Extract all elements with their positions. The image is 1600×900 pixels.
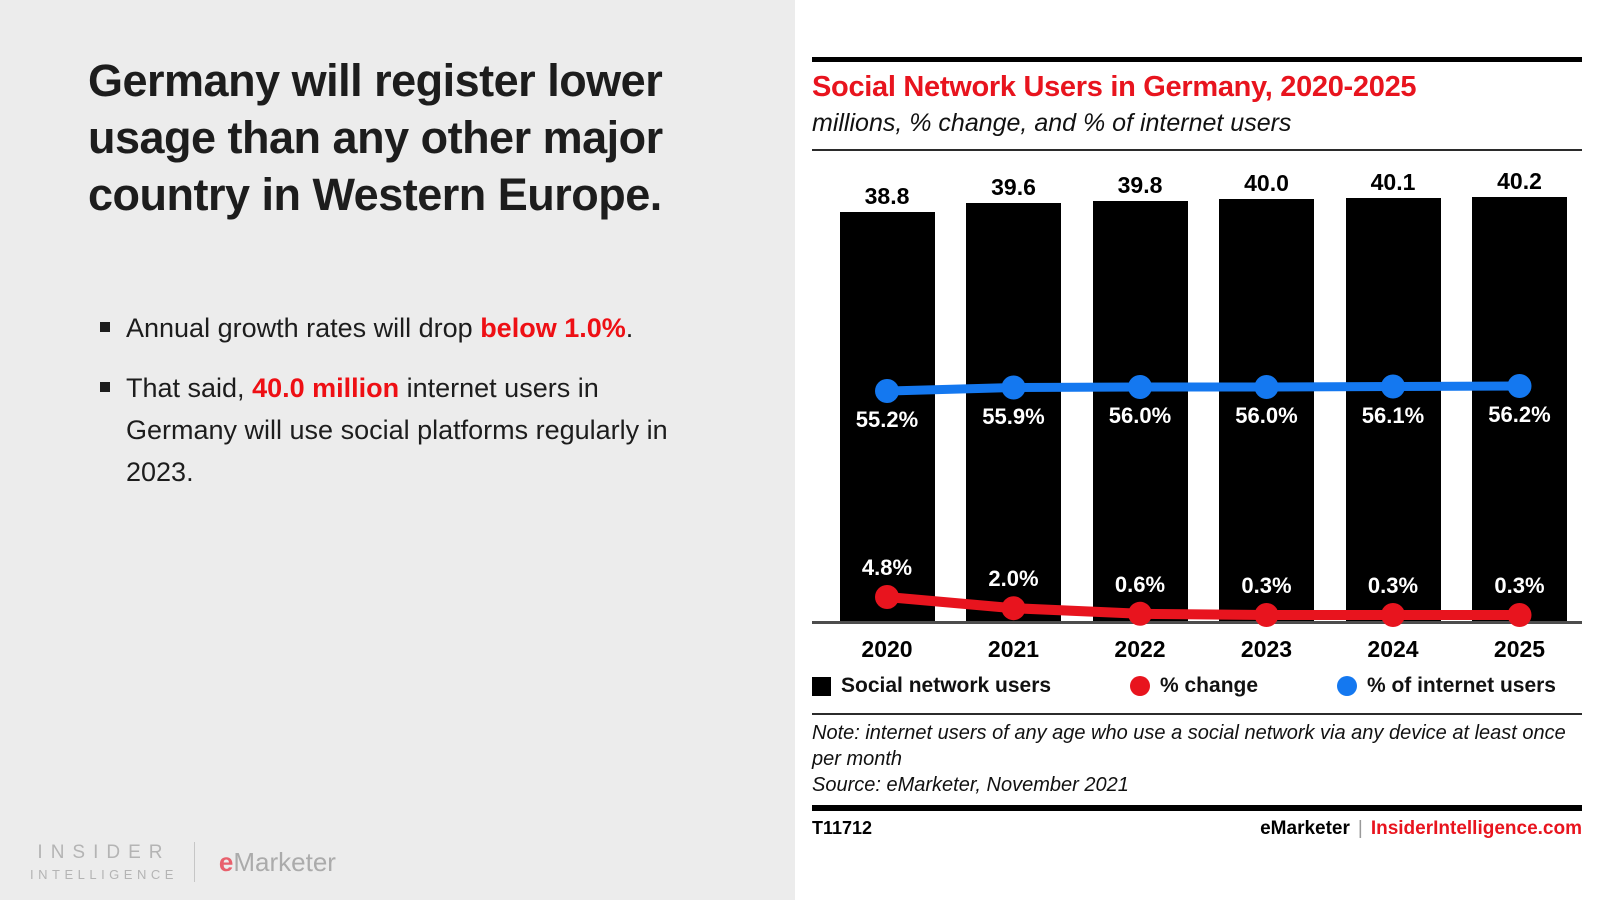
bar-value-label-2023: 40.0 (1244, 170, 1289, 196)
left-panel (0, 0, 795, 900)
pct-change-label-2023: 0.3% (1241, 573, 1292, 598)
footer-insiderintelligence-link[interactable]: InsiderIntelligence.com (1370, 818, 1582, 839)
bullet-item-2 (100, 367, 795, 493)
pct-change-label-2024: 0.3% (1367, 573, 1419, 598)
bar-value-label-2024: 40.1 (1370, 168, 1416, 195)
x-axis-label-2025: 2025 (1493, 636, 1546, 662)
footer-pipe: | (1357, 818, 1363, 839)
internet-users-pct-label-2023: 56.0% (1235, 403, 1298, 428)
bar-value-label-2020: 38.8 (864, 182, 910, 209)
internet-users-pct-label-2025: 56.2% (1488, 402, 1551, 427)
pct-change-label-2020: 4.8% (861, 555, 913, 580)
legend-swatch-red-dot (1130, 676, 1150, 696)
internet-users-pct-label-2020: 55.2% (855, 407, 919, 432)
pct-change-label-2025: 0.3% (1494, 573, 1545, 598)
chart-card (812, 57, 1582, 840)
footer-emarketer: eMarketer (1260, 818, 1350, 839)
insider-logo-line1: INSIDER (37, 842, 171, 863)
chart-footer (812, 818, 1582, 840)
source-text: Source: eMarketer, November 2021 (812, 774, 1129, 796)
chart-plot-area (812, 159, 1582, 662)
bottom-rule (812, 805, 1582, 811)
legend-label-internet-users: % of internet users (1366, 674, 1556, 697)
note-text: Note: internet users of any age who use a social network via any device at least once per month (812, 722, 1566, 770)
note-rule (812, 713, 1582, 715)
brand-row (30, 842, 336, 882)
x-axis-label-2023: 2023 (1240, 636, 1293, 662)
bullet-text: Annual growth rates will drop below 1.0%. (126, 313, 634, 343)
x-axis-label-2022: 2022 (1114, 636, 1166, 662)
chart-id: T11712 (812, 818, 873, 838)
internet-users-pct-label-2024: 56.1% (1361, 402, 1425, 428)
bullet-square-icon (100, 382, 110, 392)
insider-logo-line2: INTELLIGENCE (30, 867, 178, 882)
pct-change-label-2021: 2.0% (988, 566, 1039, 592)
bar-value-label-2022: 39.8 (1117, 172, 1163, 199)
bullet-square-icon (100, 322, 110, 332)
x-axis-label-2021: 2021 (987, 636, 1040, 662)
insider-intelligence-logo (30, 842, 178, 882)
bullet-list (100, 307, 795, 493)
right-panel (795, 0, 1600, 900)
x-axis-label-2024: 2024 (1367, 636, 1419, 662)
legend-label-pct-change: % change (1160, 674, 1259, 697)
legend-item-internet-users (1337, 674, 1556, 698)
legend-swatch-blue-dot (1337, 676, 1357, 696)
chart-subtitle: millions, % change, and % of internet users (812, 109, 1292, 137)
bullet-item-1 (100, 307, 795, 349)
internet-users-pct-label-2022: 56.0% (1108, 403, 1172, 428)
footer-links (1260, 818, 1582, 840)
chart-title: Social Network Users in Germany, 2020-2025 (812, 71, 1417, 103)
legend-item-bars (812, 674, 1051, 698)
bar-value-label-2025: 40.2 (1497, 167, 1542, 194)
legend-label-bars: Social network users (841, 674, 1052, 697)
x-axis-label-2020: 2020 (861, 636, 913, 662)
pct-change-label-2022: 0.6% (1114, 571, 1166, 597)
subtitle-rule (812, 149, 1582, 151)
headline: Germany will register lower usage than any other major country in Western Europe. (88, 55, 663, 220)
emarketer-logo (219, 847, 336, 878)
chart-note (812, 720, 1572, 798)
legend-swatch-black-square (812, 677, 831, 696)
internet-users-pct-label-2021: 55.9% (982, 403, 1045, 429)
emarketer-logo-e: e (218, 846, 234, 877)
emarketer-logo-rest: Marketer (233, 846, 336, 877)
top-rule (812, 57, 1582, 62)
brand-divider (194, 842, 195, 882)
bar-value-label-2021: 39.6 (991, 174, 1036, 201)
bullet-text: That said, 40.0 million internet users in Germany will use social platforms regularly in 2023. (126, 373, 668, 487)
chart-legend (812, 674, 1582, 698)
legend-item-pct-change (1130, 674, 1258, 698)
